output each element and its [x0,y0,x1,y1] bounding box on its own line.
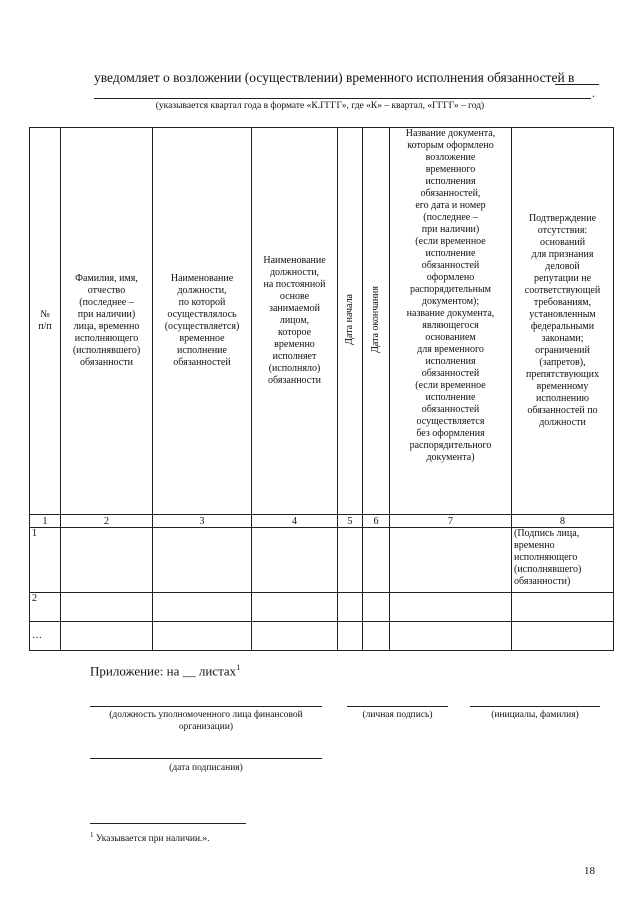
name-line [470,706,600,707]
signature-note: (Подпись лица, временно исполняющего (исполнявшего) обязанности) [512,528,614,593]
col-number: 6 [363,515,390,528]
table-row [30,528,614,593]
col-number: 1 [30,515,61,528]
col-number: 3 [153,515,252,528]
period-blank-line [555,84,599,85]
col-header-number: № п/п [30,128,61,515]
col-header-full-name: Фамилия, имя, отчество (последнее – при наличии) лица, временно исполняющего (исполнявшего) обязанности [61,128,153,515]
col-number: 8 [512,515,614,528]
table-row [30,593,614,622]
appendix-line [90,663,240,679]
notification-table [29,127,614,651]
table-header-row [30,128,614,515]
col-header-acting-position: Наименование должности, по которой осуществлялось (осуществляется) временное исполнение обязанностей [153,128,252,515]
appendix-footnote-mark: 1 [236,663,241,672]
footnote-text: Указывается при наличии.». [93,834,210,845]
date-caption: (дата подписания) [169,763,243,773]
table-row [30,622,614,651]
personal-signature-caption: (личная подпись) [362,710,433,720]
row-number: … [30,622,61,651]
position-signature-line [90,706,322,707]
heading [94,70,574,86]
col-header-permanent-position: Наименование должности, на постоянной основе занимаемой лицом, которое временно исполняет (исполняло) обязанности [252,128,338,515]
col-header-document: Название документа, которым оформлено возложение временного исполнения обязанностей, его дата и номер (последнее – при наличии) (если временное исполнение обязанностей оформлено распорядительным документом); название документа, являющегося основанием для временного исполнения обязанностей (если временное исполнение обязанностей осуществляется без оформления распорядительного документа) [390,128,512,515]
appendix-text: Приложение: на __ листах [90,663,237,679]
col-number: 4 [252,515,338,528]
page-number: 18 [584,865,595,877]
column-number-row [30,515,614,528]
heading-text: уведомляет о возложении (осуществлении) временного исполнения обязанностей в [94,70,575,85]
col-number: 2 [61,515,153,528]
col-header-start-date: Дата начала [338,128,363,515]
date-line [90,758,322,759]
row-number: 2 [30,593,61,622]
name-caption: (инициалы, фамилия) [491,710,579,720]
footnote-mark: 1 [90,831,94,839]
footnote-separator [90,823,246,824]
footnote [90,831,210,844]
period-dot: . [592,86,595,100]
col-header-end-date: Дата окончания [363,128,390,515]
period-full-line [94,98,591,99]
col-number: 5 [338,515,363,528]
personal-signature-line [347,706,448,707]
row-number: 1 [30,528,61,593]
period-note: (указывается квартал года в формате «К.ГГГГ», где «К» – квартал, «ГГГГ» – год) [155,101,485,111]
position-caption: (должность уполномоченного лица финансовой организации) [109,710,303,732]
col-number: 7 [390,515,512,528]
col-header-confirmation: Подтверждение отсутствия: оснований для признания деловой репутации не соответствующей требованиям, установленным федеральными законами; ограничений (запретов), препятствующих временному исполнению обязанностей по должности [512,128,614,515]
